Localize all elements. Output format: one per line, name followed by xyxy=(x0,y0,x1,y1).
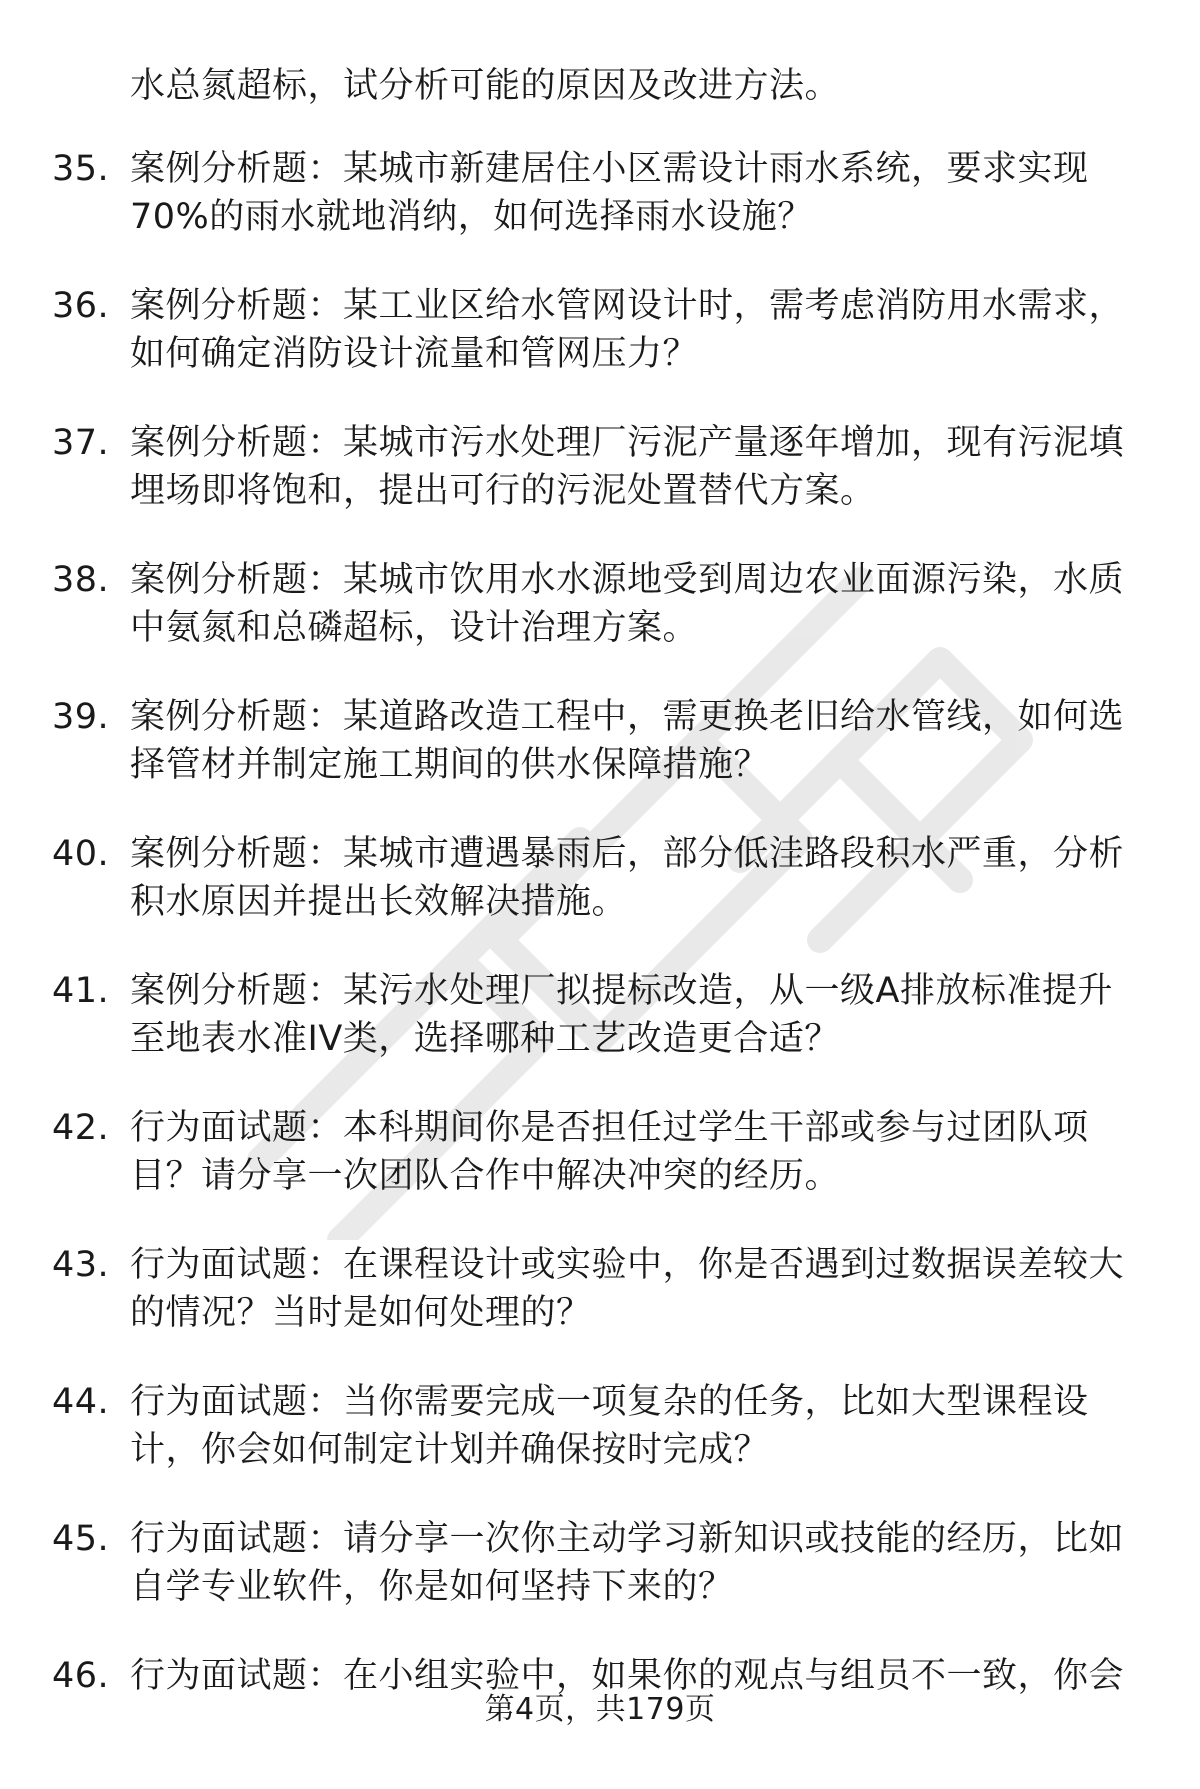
question-item xyxy=(0,419,1200,556)
question-number: 41. xyxy=(52,971,110,1011)
question-text-line: 案例分析题：某城市遭遇暴雨后，部分低洼路段积水严重，分析 xyxy=(130,834,1125,874)
question-text xyxy=(130,419,1150,515)
question-text xyxy=(130,830,1150,926)
continuation-text: 水总氮超标，试分析可能的原因及改进方法。 xyxy=(130,66,841,106)
question-number: 42. xyxy=(52,1108,110,1148)
question-text-line: 案例分析题：某城市饮用水水源地受到周边农业面源污染，水质 xyxy=(130,560,1125,600)
question-number: 36. xyxy=(52,286,110,326)
question-number: 37. xyxy=(52,423,110,463)
question-number: 35. xyxy=(52,149,110,189)
question-text-line: 案例分析题：某城市污水处理厂污泥产量逐年增加，现有污泥填 xyxy=(130,423,1125,463)
question-number: 38. xyxy=(52,560,110,600)
page-footer: 第4页，共179页 xyxy=(484,1692,716,1727)
question-item xyxy=(0,556,1200,693)
question-item xyxy=(0,693,1200,830)
question-item xyxy=(0,1515,1200,1652)
question-item xyxy=(0,145,1200,282)
question-text-line: 案例分析题：某污水处理厂拟提标改造，从一级A排放标准提升 xyxy=(130,971,1113,1011)
question-text-line: 自学专业软件，你是如何坚持下来的？ xyxy=(130,1567,734,1607)
question-text xyxy=(130,1378,1150,1474)
question-text-line: 如何确定消防设计流量和管网压力？ xyxy=(130,334,699,374)
question-text xyxy=(130,693,1150,789)
question-text-line: 积水原因并提出长效解决措施。 xyxy=(130,882,628,922)
question-number: 45. xyxy=(52,1519,110,1559)
question-text xyxy=(130,967,1150,1063)
question-number: 40. xyxy=(52,834,110,874)
question-number: 43. xyxy=(52,1245,110,1285)
question-text xyxy=(130,1104,1150,1200)
question-text-line: 择管材并制定施工期间的供水保障措施？ xyxy=(130,745,770,785)
question-item xyxy=(0,1104,1200,1241)
question-text-line: 70%的雨水就地消纳，如何选择雨水设施？ xyxy=(130,197,813,237)
question-text-line: 行为面试题：当你需要完成一项复杂的任务，比如大型课程设 xyxy=(130,1382,1089,1422)
question-text xyxy=(130,556,1150,652)
question-text-line: 案例分析题：某工业区给水管网设计时，需考虑消防用水需求， xyxy=(130,286,1125,326)
question-number: 44. xyxy=(52,1382,110,1422)
question-item xyxy=(0,1378,1200,1515)
question-text xyxy=(130,1515,1150,1611)
question-item xyxy=(0,830,1200,967)
question-text xyxy=(130,145,1150,241)
question-text-line: 计，你会如何制定计划并确保按时完成？ xyxy=(130,1430,770,1470)
question-text-line: 中氨氮和总磷超标，设计治理方案。 xyxy=(130,608,699,648)
question-text-line: 案例分析题：某道路改造工程中，需更换老旧给水管线，如何选 xyxy=(130,697,1125,737)
question-text-line: 埋场即将饱和，提出可行的污泥处置替代方案。 xyxy=(130,471,876,511)
question-text-line: 行为面试题：本科期间你是否担任过学生干部或参与过团队项 xyxy=(130,1108,1089,1148)
question-text-line: 行为面试题：在课程设计或实验中，你是否遇到过数据误差较大 xyxy=(130,1245,1125,1285)
question-text-line: 的情况？当时是如何处理的？ xyxy=(130,1293,592,1333)
question-item xyxy=(0,1241,1200,1378)
question-text-line: 行为面试题：请分享一次你主动学习新知识或技能的经历，比如 xyxy=(130,1519,1125,1559)
question-text-line: 行为面试题：在小组实验中，如果你的观点与组员不一致，你会 xyxy=(130,1656,1125,1696)
question-item xyxy=(0,282,1200,419)
question-text xyxy=(130,1241,1150,1337)
question-number: 46. xyxy=(52,1656,110,1696)
question-list xyxy=(0,145,1200,1789)
question-text-line: 案例分析题：某城市新建居住小区需设计雨水系统，要求实现 xyxy=(130,149,1089,189)
question-number: 39. xyxy=(52,697,110,737)
question-text-line: 目？请分享一次团队合作中解决冲突的经历。 xyxy=(130,1156,841,1196)
question-text-line: 至地表水准IV类，选择哪种工艺改造更合适？ xyxy=(130,1019,840,1059)
question-text xyxy=(130,282,1150,378)
question-item xyxy=(0,967,1200,1104)
